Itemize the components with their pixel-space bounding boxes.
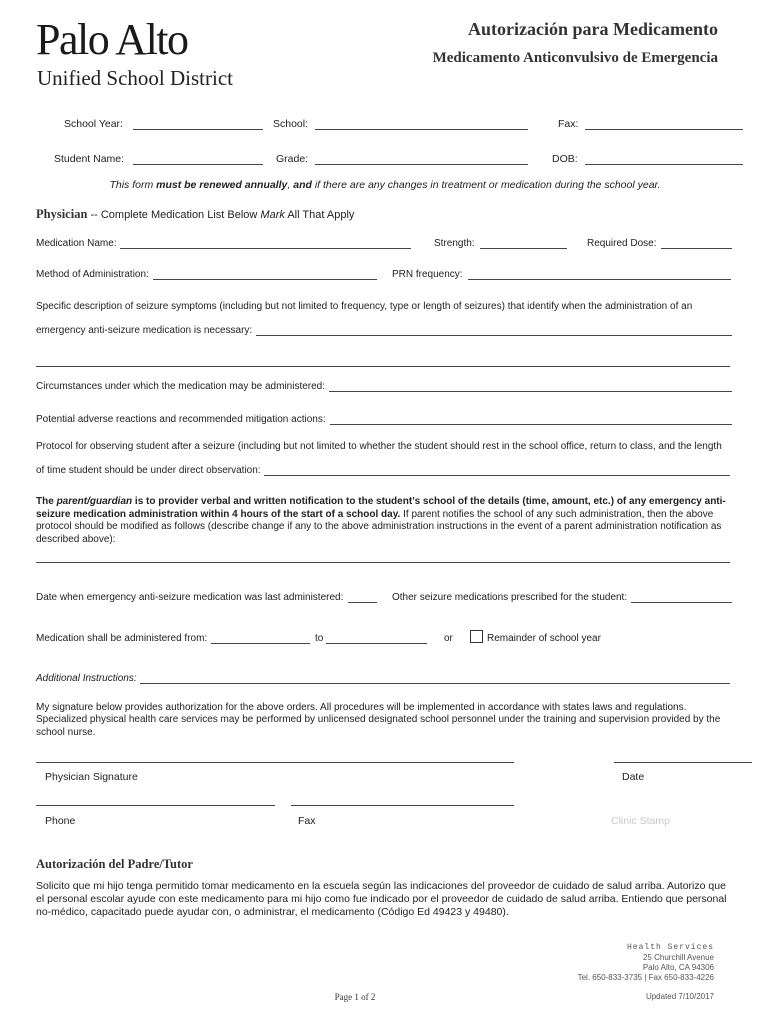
footer-street: 25 Churchill Avenue xyxy=(642,953,714,962)
administered-from-label: Medication shall be administered from: xyxy=(36,633,208,644)
additional-instructions-field[interactable] xyxy=(140,683,730,684)
fax-label: Fax: xyxy=(558,118,579,130)
phone-label: Phone xyxy=(45,815,76,827)
method-field[interactable] xyxy=(153,279,377,280)
seizure-description-field[interactable] xyxy=(256,335,732,336)
circumstances-label: Circumstances under which the medication may be administered: xyxy=(36,381,326,392)
last-administered-label: Date when emergency anti-seizure medication was last administered: xyxy=(36,592,344,603)
grade-label: Grade: xyxy=(276,153,309,165)
parent-authorization-text: Solicito que mi hijo tenga permitido tomar medicamento en la escuela según las indicaciones del proveedor de cuidado de salud arriba. Autorizo que el personal escolar ayude con este medicamento para mi hijo como fue indicado por el proveedor de cuidado de salud arriba. Entiendo que personal no-médico, capacitado puede ayudar con, o administrar, el medicamento (Código Ed 49423 y 49480). xyxy=(36,880,727,918)
student-name-label: Student Name: xyxy=(54,153,125,165)
required-dose-label: Required Dose: xyxy=(587,238,657,249)
signature-authorization-text: My signature below provides authorization for the above orders. All procedures will be implemented in accordance with states laws and regulations. Specialized physical health care services may be performed by unlicensed designated school personnel under the training and supervision provided by the school nurse. xyxy=(36,702,721,738)
fax-line[interactable] xyxy=(291,805,514,806)
footer-city: Palo Alto, CA 94306 xyxy=(642,963,714,972)
other-medications-field[interactable] xyxy=(631,602,732,603)
strength-field[interactable] xyxy=(480,248,567,249)
strength-label: Strength: xyxy=(434,238,475,249)
grade-field[interactable] xyxy=(315,164,528,165)
dob-label: DOB: xyxy=(552,153,578,165)
medication-name-label: Medication Name: xyxy=(36,238,117,249)
to-label: to xyxy=(315,633,324,644)
school-year-label: School Year: xyxy=(64,118,123,130)
protocol-label-2: of time student should be under direct observation: xyxy=(36,465,261,476)
logo-palo-alto: Palo Alto xyxy=(36,15,188,64)
page-number: Page 1 of 2 xyxy=(334,992,376,1002)
footer-health-services: Health Services xyxy=(626,943,714,952)
prn-frequency-label: PRN frequency: xyxy=(392,269,463,280)
remainder-of-year-checkbox[interactable] xyxy=(470,630,483,643)
school-label: School: xyxy=(273,118,309,130)
phone-line[interactable] xyxy=(36,805,275,806)
logo-district-name: Unified School District xyxy=(37,66,233,90)
last-administered-field[interactable] xyxy=(348,602,377,603)
seizure-description-label: Specific description of seizure symptoms (including but not limited to frequency, type or length of seizures) that identify when the administration of an xyxy=(36,301,693,312)
protocol-label: Protocol for observing student after a seizure (including but not limited to whether the student should rest in the school office, return to class, and the length xyxy=(36,441,722,452)
remainder-of-year-label: Remainder of school year xyxy=(487,633,601,644)
physician-section-heading: Physician -- Complete Medication List Below Mark All That Apply xyxy=(36,207,355,221)
additional-instructions-label: Additional Instructions: xyxy=(36,673,137,684)
parent-authorization-heading: Autorización del Padre/Tutor xyxy=(36,857,193,871)
date-label: Date xyxy=(622,771,645,783)
student-name-field[interactable] xyxy=(133,164,263,165)
fax-field[interactable] xyxy=(585,129,743,130)
administered-from-field[interactable] xyxy=(211,643,310,644)
updated-date: Updated 7/10/2017 xyxy=(645,992,714,1001)
clinic-stamp-placeholder: Clinic Stamp xyxy=(611,815,670,827)
prn-frequency-field[interactable] xyxy=(468,279,731,280)
method-label: Method of Administration: xyxy=(36,269,149,280)
parent-notification-paragraph: The parent/guardian is to provider verbal and written notification to the student’s school of the details (time, amount, etc.) of any emergency anti-seizure medication administration within 4 hours of the start of a school day. If parent notifies the school of any such administration, then the above protocol should be modified as follows (describe change if any to the above administration instructions in the event of a parent administration notification as described above): xyxy=(36,496,726,545)
adverse-reactions-field[interactable] xyxy=(330,424,732,425)
form-title: Autorización para Medicamento xyxy=(468,19,718,39)
date-line[interactable] xyxy=(614,762,752,763)
physician-signature-label: Physician Signature xyxy=(45,771,138,783)
or-label: or xyxy=(444,633,453,644)
physician-signature-line[interactable] xyxy=(36,762,514,763)
school-year-field[interactable] xyxy=(133,129,263,130)
circumstances-field[interactable] xyxy=(329,391,732,392)
required-dose-field[interactable] xyxy=(661,248,732,249)
protocol-field[interactable] xyxy=(264,475,730,476)
seizure-description-label-2: emergency anti-seizure medication is necessary: xyxy=(36,325,253,336)
other-medications-label: Other seizure medications prescribed for the student: xyxy=(392,592,628,603)
renewal-notice: This form must be renewed annually, and if there are any changes in treatment or medication during the school year. xyxy=(109,179,661,191)
medication-name-field[interactable] xyxy=(120,248,411,249)
fax-signature-label: Fax xyxy=(298,815,316,827)
protocol-modification-field[interactable] xyxy=(36,562,730,563)
dob-field[interactable] xyxy=(585,164,743,165)
seizure-description-field-2[interactable] xyxy=(36,366,730,367)
form-subtitle: Medicamento Anticonvulsivo de Emergencia xyxy=(432,50,718,66)
administered-to-field[interactable] xyxy=(326,643,427,644)
school-field[interactable] xyxy=(315,129,528,130)
footer-phone-fax: Tel. 650-833-3735 | Fax 650-833-4226 xyxy=(577,973,714,982)
adverse-reactions-label: Potential adverse reactions and recommended mitigation actions: xyxy=(36,414,326,425)
